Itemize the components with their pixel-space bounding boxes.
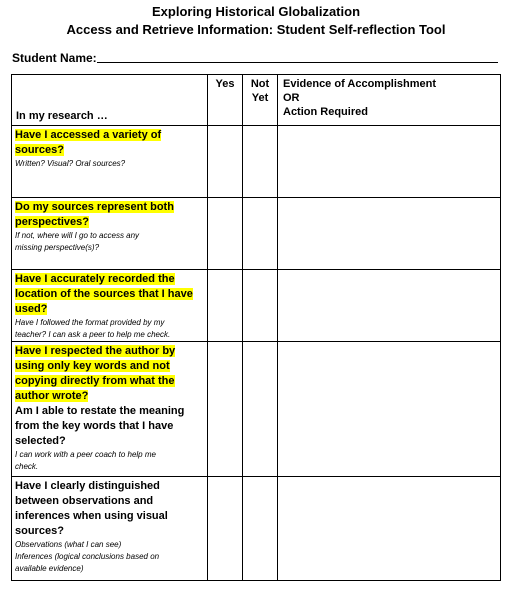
header-row — [12, 75, 501, 126]
table-row — [12, 477, 501, 581]
yes-cell[interactable] — [208, 198, 243, 270]
evidence-cell[interactable] — [278, 342, 501, 477]
yes-cell[interactable] — [208, 126, 243, 198]
table-row — [12, 270, 501, 342]
header-evidence: Evidence of Accomplishment OR Action Required — [278, 75, 501, 126]
header-yes: Yes — [208, 75, 243, 126]
evidence-cell[interactable] — [278, 126, 501, 198]
not-yet-cell[interactable] — [243, 342, 278, 477]
table-row — [12, 342, 501, 477]
table-row — [12, 126, 501, 198]
student-name-label: Student Name: — [12, 51, 97, 65]
yes-cell[interactable] — [208, 477, 243, 581]
question-cell: Have I accessed a variety of sources? Written? Visual? Oral sources? — [12, 126, 208, 198]
evidence-cell[interactable] — [278, 477, 501, 581]
question-cell: Have I accurately recorded the location of the sources that I have used? Have I followed the format provided by my teacher? I can ask a peer to help me check. — [12, 270, 208, 342]
not-yet-cell[interactable] — [243, 198, 278, 270]
evidence-cell[interactable] — [278, 198, 501, 270]
evidence-cell[interactable] — [278, 270, 501, 342]
not-yet-cell[interactable] — [243, 270, 278, 342]
not-yet-cell[interactable] — [243, 477, 278, 581]
student-name-line[interactable] — [97, 62, 498, 63]
question-cell: Have I clearly distinguished between observations and inferences when using visual sources? Observations (what I can see) Inferences (logical conclusions based on available evidence) — [12, 477, 208, 581]
self-reflection-table — [11, 74, 501, 581]
not-yet-cell[interactable] — [243, 126, 278, 198]
header-research: In my research … — [12, 75, 208, 126]
question-cell: Do my sources represent both perspectives? If not, where will I go to access any missing perspective(s)? — [12, 198, 208, 270]
question-cell: Have I respected the author by using only key words and not copying directly from what the author wrote? Am I able to restate the meaning from the key words that I have selected? I can work with a peer coach to help me check. — [12, 342, 208, 477]
yes-cell[interactable] — [208, 270, 243, 342]
title-line-1: Exploring Historical Globalization — [151, 4, 361, 19]
table-row — [12, 198, 501, 270]
title-line-2: Access and Retrieve Information: Student Self-reflection Tool — [66, 22, 446, 37]
yes-cell[interactable] — [208, 342, 243, 477]
header-not-yet: Not Yet — [243, 75, 278, 126]
